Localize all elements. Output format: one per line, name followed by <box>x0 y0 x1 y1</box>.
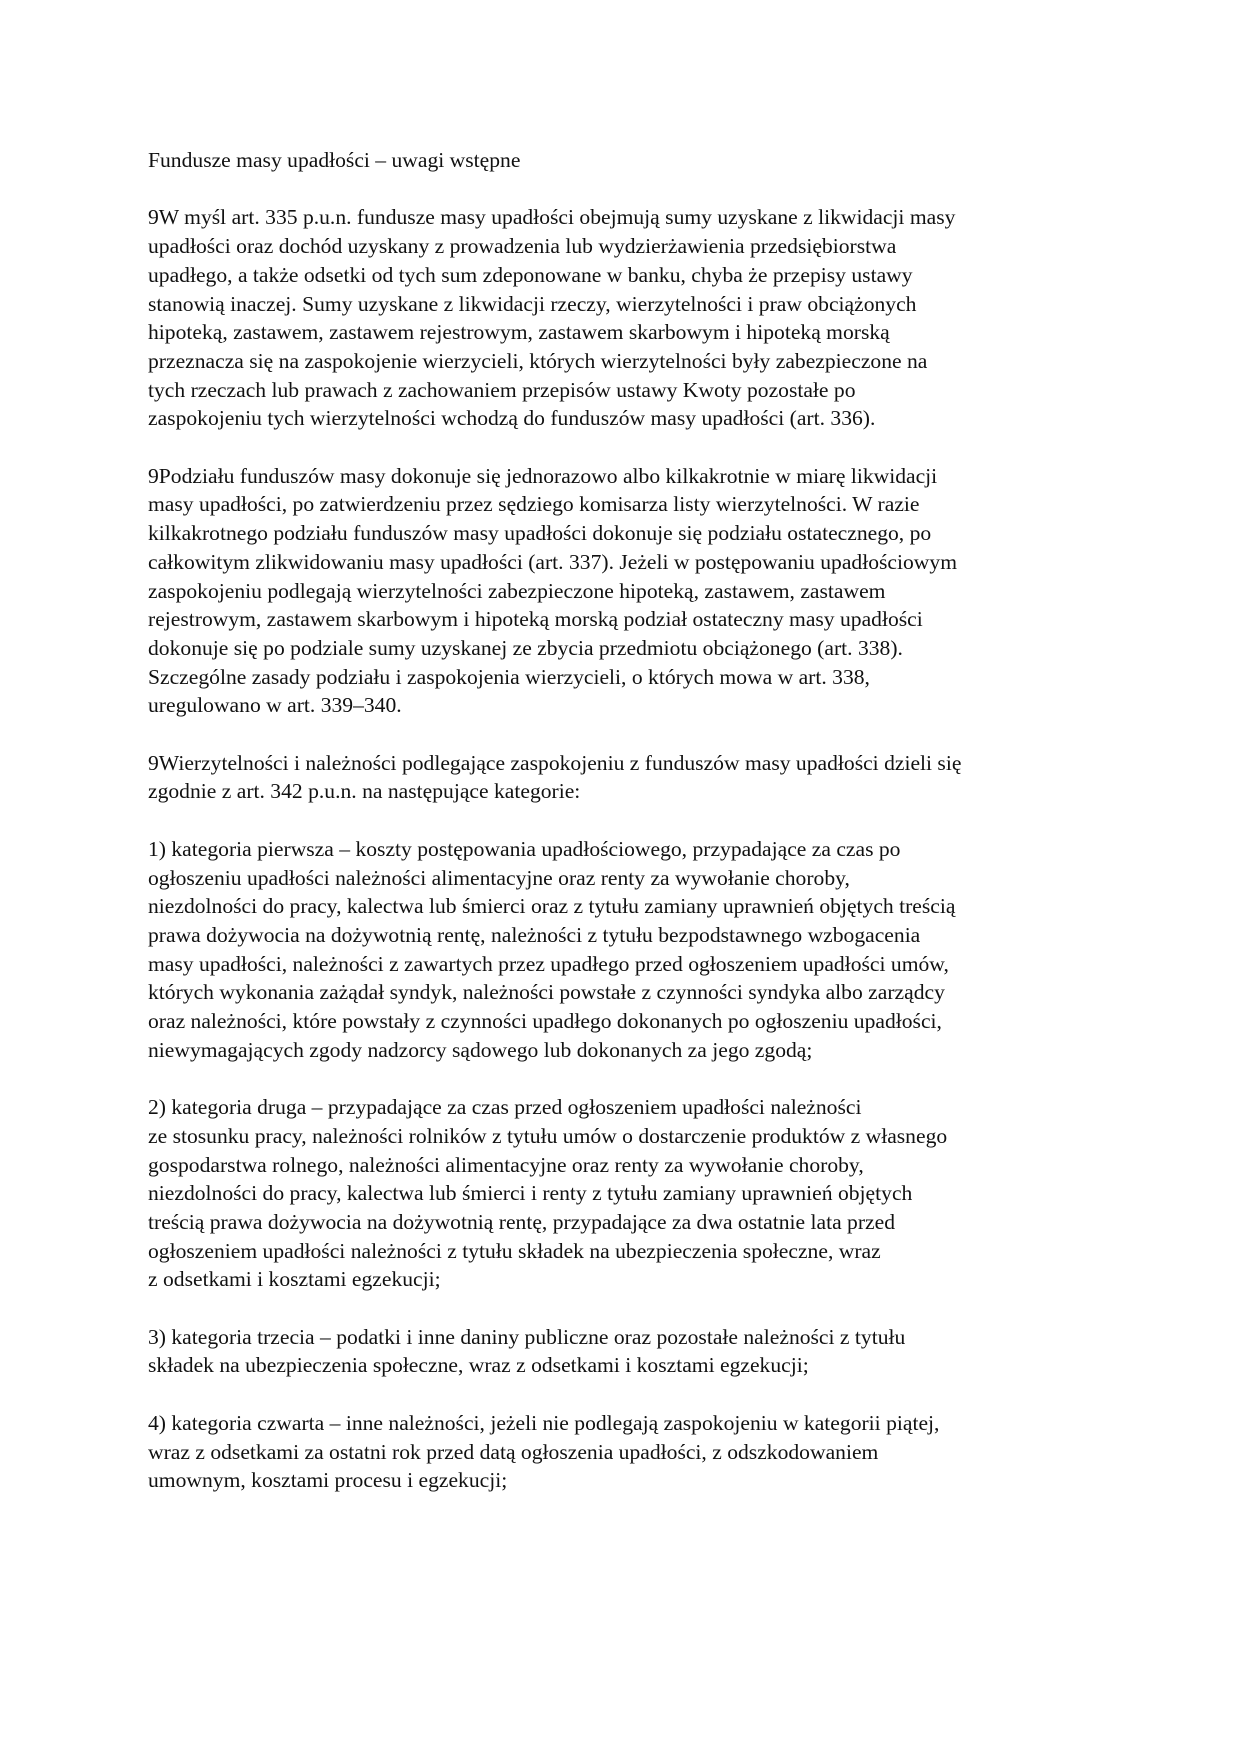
body-paragraph <box>148 462 1098 720</box>
paragraph-line: gospodarstwa rolnego, należności alimentacyjne oraz renty za wywołanie choroby, <box>148 1152 864 1177</box>
paragraph-line: 1) kategoria pierwsza – koszty postępowania upadłościowego, przypadające za czas po <box>148 836 901 861</box>
document-page <box>148 146 1098 1524</box>
paragraph-line: oraz należności, które powstały z czynności upadłego dokonanych po ogłoszeniu upadłości, <box>148 1009 942 1034</box>
paragraph-line: 3) kategoria trzecia – podatki i inne daniny publiczne oraz pozostałe należności z tytułu <box>148 1324 906 1349</box>
paragraph-line: upadłości oraz dochód uzyskany z prowadzenia lub wydzierżawienia przedsiębiorstwa <box>148 234 897 259</box>
paragraph-line: masy upadłości, należności z zawartych przez upadłego przed ogłoszeniem upadłości umów, <box>148 951 949 976</box>
paragraph-line: dokonuje się po podziale sumy uzyskanej ze zbycia przedmiotu obciążonego (art. 338). <box>148 635 903 660</box>
paragraph-line: wraz z odsetkami za ostatni rok przed datą ogłoszenia upadłości, z odszkodowaniem <box>148 1439 879 1464</box>
paragraph-line: ogłoszeniem upadłości należności z tytułu składek na ubezpieczenia społeczne, wraz <box>148 1238 881 1263</box>
body-paragraph <box>148 749 1098 806</box>
paragraph-line: prawa dożywocia na dożywotnią rentę, należności z tytułu bezpodstawnego wzbogacenia <box>148 922 921 947</box>
paragraph-line: składek na ubezpieczenia społeczne, wraz z odsetkami i kosztami egzekucji; <box>148 1353 809 1378</box>
body-paragraph <box>148 835 1098 1065</box>
paragraph-line: tych rzeczach lub prawach z zachowaniem przepisów ustawy Kwoty pozostałe po <box>148 377 856 402</box>
paragraph-line: zaspokojeniu podlegają wierzytelności zabezpieczone hipoteką, zastawem, zastawem <box>148 578 886 603</box>
body-paragraph <box>148 1323 1098 1380</box>
paragraph-line: niezdolności do pracy, kalectwa lub śmierci oraz z tytułu zamiany uprawnień objętych treścią <box>148 894 956 919</box>
paragraph-line: uregulowano w art. 339–340. <box>148 693 402 718</box>
paragraph-line: treścią prawa dożywocia na dożywotnią rentę, przypadające za dwa ostatnie lata przed <box>148 1209 896 1234</box>
paragraph-line: hipoteką, zastawem, zastawem rejestrowym, zastawem skarbowym i hipoteką morską <box>148 320 890 345</box>
paragraph-line: których wykonania zażądał syndyk, należności powstałe z czynności syndyka albo zarządcy <box>148 980 945 1005</box>
paragraph-line: masy upadłości, po zatwierdzeniu przez sędziego komisarza listy wierzytelności. W razie <box>148 492 920 517</box>
paragraph-line: 9W myśl art. 335 p.u.n. fundusze masy upadłości obejmują sumy uzyskane z likwidacji masy <box>148 205 956 230</box>
paragraph-line: 2) kategoria druga – przypadające za czas przed ogłoszeniem upadłości należności <box>148 1095 862 1120</box>
paragraph-line: rejestrowym, zastawem skarbowym i hipoteką morską podział ostateczny masy upadłości <box>148 607 923 632</box>
paragraph-line: upadłego, a także odsetki od tych sum zdeponowane w banku, chyba że przepisy ustawy <box>148 262 913 287</box>
document-body <box>148 203 1098 1495</box>
paragraph-line: 9Wierzytelności i należności podlegające zaspokojeniu z funduszów masy upadłości dzieli się <box>148 750 962 775</box>
paragraph-line: całkowitym zlikwidowaniu masy upadłości (art. 337). Jeżeli w postępowaniu upadłościowym <box>148 549 957 574</box>
paragraph-line: umownym, kosztami procesu i egzekucji; <box>148 1468 508 1493</box>
paragraph-line: zgodnie z art. 342 p.u.n. na następujące kategorie: <box>148 779 581 804</box>
paragraph-line: niezdolności do pracy, kalectwa lub śmierci i renty z tytułu zamiany uprawnień objętych <box>148 1181 913 1206</box>
paragraph-line: niewymagających zgody nadzorcy sądowego lub dokonanych za jego zgodą; <box>148 1037 813 1062</box>
paragraph-line: zaspokojeniu tych wierzytelności wchodzą do funduszów masy upadłości (art. 336). <box>148 406 876 431</box>
paragraph-line: 9Podziału funduszów masy dokonuje się jednorazowo albo kilkakrotnie w miarę likwidacji <box>148 463 938 488</box>
body-paragraph <box>148 1093 1098 1294</box>
paragraph-line: przeznacza się na zaspokojenie wierzycieli, których wierzytelności były zabezpieczone na <box>148 348 928 373</box>
paragraph-line: stanowią inaczej. Sumy uzyskane z likwidacji rzeczy, wierzytelności i praw obciążonych <box>148 291 917 316</box>
body-paragraph <box>148 203 1098 433</box>
paragraph-line: ogłoszeniu upadłości należności alimentacyjne oraz renty za wywołanie choroby, <box>148 865 850 890</box>
paragraph-line: Szczególne zasady podziału i zaspokojenia wierzycieli, o których mowa w art. 338, <box>148 664 870 689</box>
body-paragraph <box>148 1409 1098 1495</box>
paragraph-line: z odsetkami i kosztami egzekucji; <box>148 1267 441 1292</box>
paragraph-line: 4) kategoria czwarta – inne należności, jeżeli nie podlegają zaspokojeniu w kategorii piątej, <box>148 1410 940 1435</box>
paragraph-line: kilkakrotnego podziału funduszów masy upadłości dokonuje się podziału ostatecznego, po <box>148 521 932 546</box>
paragraph-line: ze stosunku pracy, należności rolników z tytułu umów o dostarczenie produktów z własnego <box>148 1123 948 1148</box>
document-title: Fundusze masy upadłości – uwagi wstępne <box>148 148 521 172</box>
